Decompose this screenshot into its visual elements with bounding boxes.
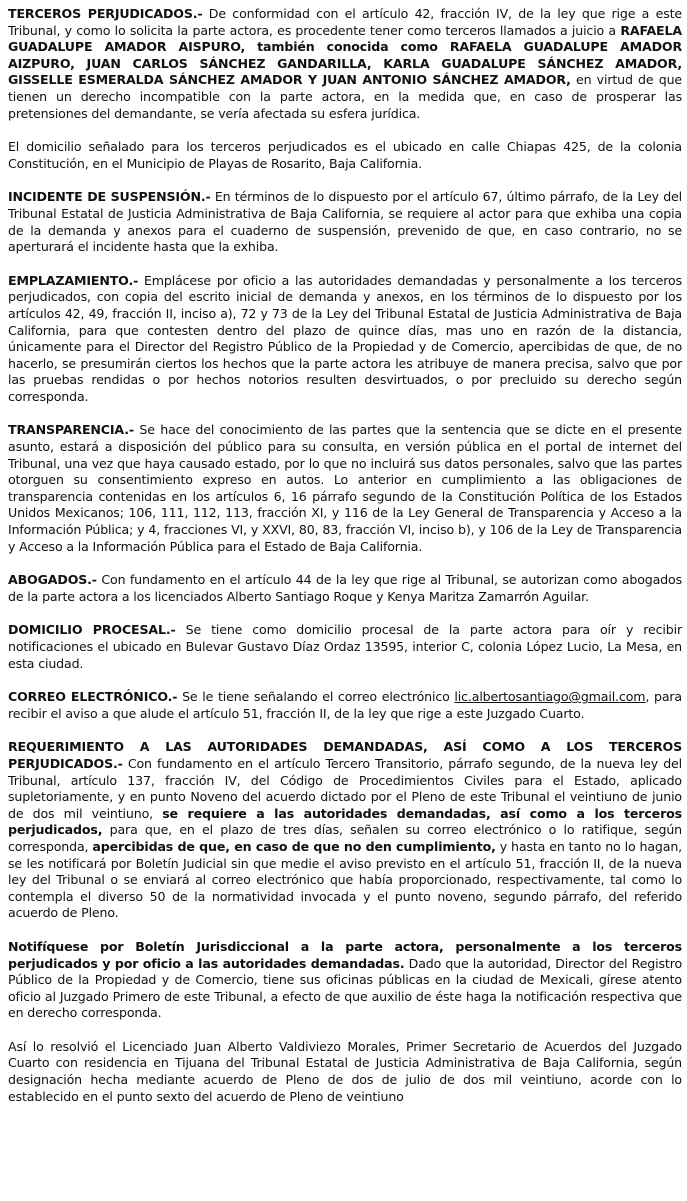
paragraph-notifiquese: [8, 939, 682, 1022]
text-run: Emplácese por oficio a las autoridades demandadas y personalmente a los terceros perjudicados, con copia del escrito inicial de demanda y anexos, en los términos de lo dispuesto por los artículos 42, 49, fracción II, inciso a), 72 y 73 de la Ley del Tribunal Estatal de Justicia Administrativa de Baja California, para que contesten dentro del plazo de quince días, mas uno en razón de la distancia, únicamente para el Director del Registro Público de la Propiedad y de Comercio, apercibidas de que, de no hacerlo, se presumirán ciertos los hechos que la parte actora les atribuye de manera precisa, salvo que por las pruebas rendidas o por hechos notorios resulten desvirtuados, o por precluido su derecho según corresponda.: [8, 272, 682, 404]
heading-transparencia: TRANSPARENCIA.-: [8, 422, 134, 438]
bold-requirement: se requiere a las autoridades demandadas, así como a los terceros perjudicados,: [8, 805, 682, 838]
paragraph-incidente-suspension: [8, 189, 682, 255]
text-run: En términos de lo dispuesto por el artículo 67, último párrafo, de la Ley del Tribunal Estatal de Justicia Administrativa de Baja California, se requiere al actor para que exhiba una copia de la demanda y anexos para el cuaderno de suspensión, prevenido de que, en caso contrario, no se aperturará el incidente hasta que la exhiba.: [8, 189, 682, 255]
paragraph-resolucion: [8, 1039, 682, 1105]
heading-domicilio-procesal: DOMICILIO PROCESAL.-: [8, 622, 176, 638]
text-run: y hasta en tanto no lo hagan, se les notificará por Boletín Judicial sin que medie el aviso previsto en el artículo 51, fracción II, de la nueva ley del Tribunal o se enviará al correo electrónico que había proporcionado, respectivamente, tal como lo contempla el diverso 50 de la normatividad invocada y el punto noveno, segundo párrafo, del referido acuerdo de Pleno.: [8, 838, 682, 921]
heading-requerimiento: REQUERIMIENTO A LAS AUTORIDADES DEMANDADAS, ASÍ COMO A LOS TERCEROS PERJUDICADOS.-: [8, 739, 682, 771]
text-run: Con fundamento en el artículo Tercero Transitorio, párrafo segundo, de la nueva ley del Tribunal, artículo 137, fracción IV, del Código de Procedimientos Civiles para el Estado, aplicado supletoriamente, y en punto Noveno del acuerdo dictado por el Pleno de este Tribunal el veintiuno de junio de dos mil veintiuno,: [8, 755, 682, 821]
text-run: para que, en el plazo de tres días, señalen su correo electrónico o lo ratifique, según corresponda,: [8, 822, 682, 854]
text-run: Dado que la autoridad, Director del Registro Público de la Propiedad y de Comercio, tiene sus oficinas públicas en la ciudad de Mexicali, gírese atento oficio al Juzgado Primero de este Tribunal, a efecto de que auxilio de éste haga la notificación respectiva que en derecho corresponda.: [8, 955, 683, 1021]
heading-abogados: ABOGADOS.-: [8, 572, 97, 588]
paragraph-emplazamiento: [8, 273, 682, 406]
heading-emplazamiento: EMPLAZAMIENTO.-: [8, 272, 139, 288]
heading-correo-electronico: CORREO ELECTRÓNICO.-: [8, 689, 178, 705]
paragraph-correo-electronico: [8, 689, 682, 722]
text-run: Se hace del conocimiento de las partes que la sentencia que se dicte en el presente asunto, estará a disposición del público para su consulta, en versión pública en el portal de internet del Tribunal, una vez que haya causado estado, por lo que no incluirá sus datos personales, salvo que las partes otorguen su consentimiento expreso en autos. Lo anterior en cumplimiento a las obligaciones de transparencia contenidas en los artículos 6, 16 párrafo segundo de la Constitución Política de los Estados Unidos Mexicanos; 106, 111, 112, 113, fracción XI, y 116 de la Ley General de Transparencia y Acceso a la Información Pública; y 4, fracciones VI, y XXVI, 80, 83, fracción VI, inciso b), y 106 de la Ley de Transparencia y Acceso a la Información Pública para el Estado de Baja California.: [8, 422, 682, 554]
text-run: Se le tiene señalando el correo electrónico: [177, 689, 455, 705]
paragraph-terceros-perjudicados: [8, 6, 682, 122]
text-run: Se tiene como domicilio procesal de la parte actora para oír y recibir notificaciones el ubicado en Bulevar Gustavo Díaz Ordaz 13595, interior C, colonia López Lucio, La Mesa, en esta ciudad.: [8, 622, 682, 671]
text-run: Con fundamento en el artículo 44 de la ley que rige al Tribunal, se autorizan como abogados de la parte actora a los licenciados Alberto Santiago Roque y Kenya Maritza Zamarrón Aguilar.: [8, 572, 682, 604]
paragraph-transparencia: [8, 422, 682, 555]
paragraph-domicilio-terceros: [8, 139, 682, 172]
text-run: Así lo resolvió el Licenciado Juan Alberto Valdiviezo Morales, Primer Secretario de Acuerdos del Juzgado Cuarto con residencia en Tijuana del Tribunal Estatal de Justicia Administrativa de Baja California, según designación hecha mediante acuerdo de Pleno de dos de julio de dos mil veintiuno, acorde con lo establecido en el punto sexto del acuerdo de Pleno de veintiuno: [8, 1038, 682, 1104]
heading-incidente-suspension: INCIDENTE DE SUSPENSIÓN.-: [8, 189, 211, 205]
paragraph-domicilio-procesal: [8, 622, 682, 672]
text-run: El domicilio señalado para los terceros perjudicados es el ubicado en calle Chiapas 425, de la colonia Constitución, en el Municipio de Playas de Rosarito, Baja California.: [8, 139, 682, 171]
text-run: en virtud de que tienen un derecho incompatible con la parte actora, en la medida que, en caso de prosperar las pretensiones del demandante, se vería afectada su esfera jurídica.: [8, 72, 683, 121]
third-parties-names: RAFAELA GUADALUPE AMADOR AISPURO, también conocida como RAFAELA GUADALUPE AMADOR AIZPURO, JUAN CARLOS SÁNCHEZ GANDARILLA, KARLA GUADALUPE SÁNCHEZ AMADOR, GISSELLE ESMERALDA SÁNCHEZ AMADOR Y JUAN ANTONIO SÁNCHEZ AMADOR,: [8, 22, 682, 88]
text-run: , para recibir el aviso a que alude el artículo 51, fracción II, de la ley que rige a este Juzgado Cuarto.: [8, 689, 682, 721]
bold-warning: apercibidas de que, en caso de que no den cumplimiento,: [92, 838, 496, 854]
document-page: [8, 6, 682, 1105]
heading-notifiquese: Notifíquese por Boletín Jurisdiccional a la parte actora, personalmente a los terceros perjudicados y por oficio a las autoridades demandadas.: [8, 938, 682, 971]
text-run: De conformidad con el artículo 42, fracción IV, de la ley que rige a este Tribunal, y como lo solicita la parte actora, es procedente tener como terceros llamados a juicio a: [8, 6, 682, 38]
paragraph-requerimiento: [8, 739, 682, 922]
heading-terceros-perjudicados: TERCEROS PERJUDICADOS.-: [8, 6, 203, 21]
paragraph-abogados: [8, 572, 682, 605]
email-link[interactable]: lic.albertosantiago@gmail.com: [454, 689, 646, 705]
